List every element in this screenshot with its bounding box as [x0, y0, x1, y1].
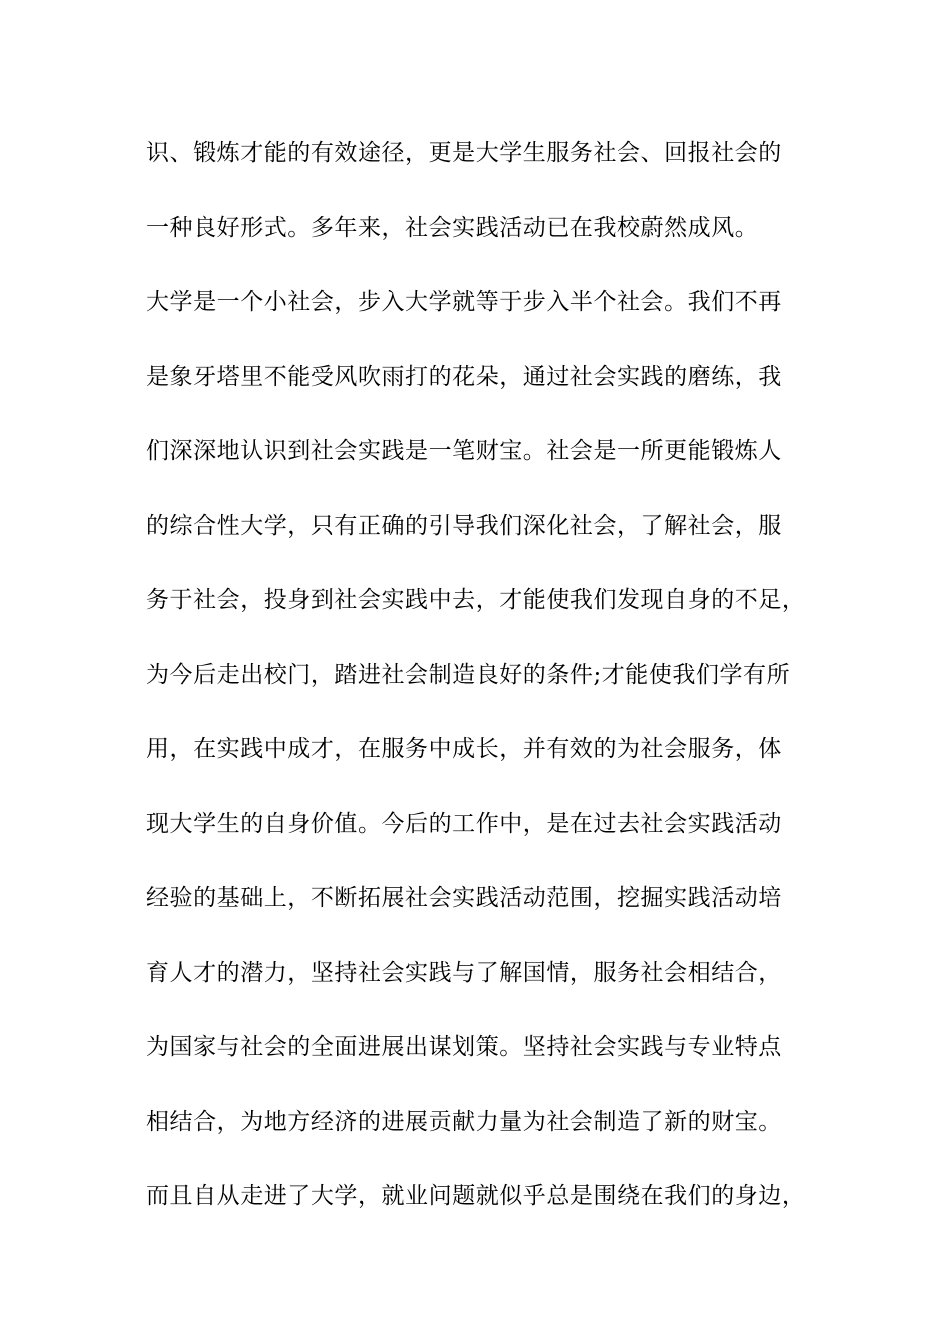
- text-line: 为国家与社会的全面进展出谋划策。坚持社会实践与专业特点: [146, 1034, 782, 1060]
- text-line: 务于社会，投身到社会实践中去，才能使我们发现自身的不足，: [146, 587, 806, 613]
- text-line: 一种良好形式。多年来，社会实践活动已在我校蔚然成风。: [146, 214, 759, 241]
- text-line: 大学是一个小社会，步入大学就等于步入半个社会。我们不再: [146, 289, 782, 315]
- text-line: 育人才的潜力，坚持社会实践与了解国情，服务社会相结合，: [146, 959, 782, 986]
- text-line: 而且自从走进了大学，就业问题就似乎总是围绕在我们的身边，: [146, 1183, 806, 1209]
- text-line: 识、锻炼才能的有效途径，更是大学生服务社会、回报社会的: [146, 140, 782, 166]
- text-line: 现大学生的自身价值。今后的工作中，是在过去社会实践活动: [146, 810, 782, 837]
- body-text: [146, 131, 836, 1249]
- text-line: 用，在实践中成才，在服务中成长，并有效的为社会服务，体: [146, 736, 782, 762]
- text-line: 经验的基础上，不断拓展社会实践活动范围，挖掘实践活动培: [146, 885, 782, 911]
- text-line: 是象牙塔里不能受风吹雨打的花朵，通过社会实践的磨练，我: [146, 363, 782, 390]
- text-line: 相结合，为地方经济的进展贡献力量为社会制造了新的财宝。: [146, 1108, 782, 1135]
- text-line: 为今后走出校门，踏进社会制造良好的条件;才能使我们学有所: [146, 661, 791, 688]
- text-line: 的综合性大学，只有正确的引导我们深化社会，了解社会，服: [146, 512, 782, 539]
- text-line: 们深深地认识到社会实践是一笔财宝。社会是一所更能锻炼人: [146, 438, 782, 464]
